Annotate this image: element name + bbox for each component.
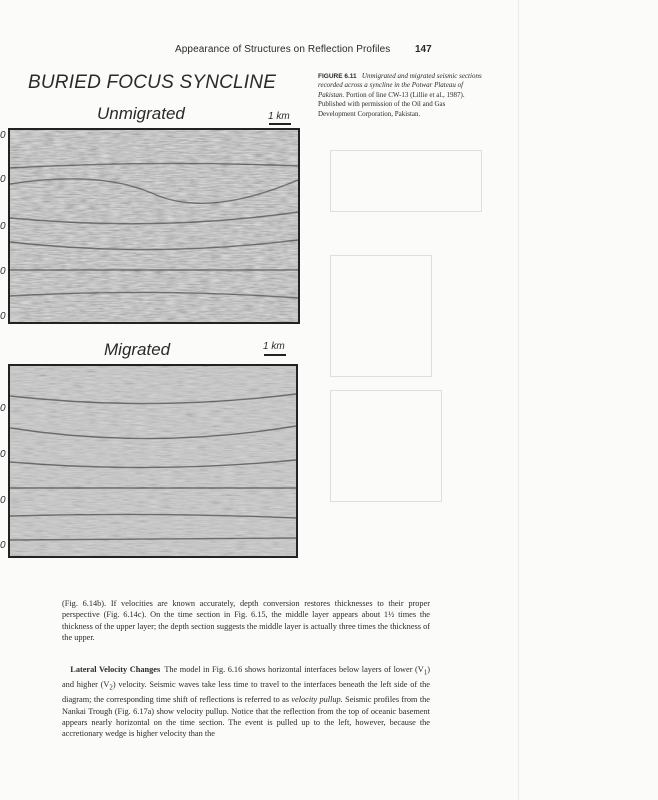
bleed-through-figure-3 [330,390,442,502]
bleed-through-figure-2 [330,255,432,377]
paragraph-2-part-a: The model in Fig. 6.16 shows horizontal interfaces below layers of lower (V [164,665,424,674]
migrated-tick-4: 0 [0,540,6,551]
section-heading: Lateral Velocity Changes [70,665,161,674]
unmigrated-label: Unmigrated [97,104,185,123]
migrated-seismic-section [8,364,298,558]
paragraph-2-part-c: ) velocity. Seismic waves take less time to travel to the interfaces beneath the left side of the diagram; the corresponding time shift of reflections is referred to as [62,680,430,705]
subscript-2: 2 [109,684,113,692]
caption-plain-text: Portion of line CW-13 (Lillie et al., 1987). Published with permission of the Oil and Gas Development Corporation, Pakistan. [318,90,465,118]
unmigrated-seismic-section [8,128,300,324]
migrated-scale-bar [264,354,286,356]
unmigrated-tick-3: 0 [0,221,6,232]
migrated-seismic-image [10,366,296,556]
paragraph-2-part-b: ) and higher (V [62,665,430,690]
caption-id: FIGURE 6.11 [318,73,357,80]
running-head: Appearance of Structures on Reflection Profiles [175,44,391,55]
paragraph-1: (Fig. 6.14b). If velocities are known accurately, depth conversion restores thicknesses to their proper perspective (Fig. 6.14c). On the time section in Fig. 6.15, the middle layer appears about 1½ times the thickness of the upper layer; the depth section suggests the middle layer is actually three times the thickness of the upper. [62,599,430,643]
bleed-through-figure-1 [330,150,482,212]
figure-caption [318,72,483,119]
unmigrated-tick-5: 0 [0,311,6,322]
unmigrated-seismic-image [10,130,298,322]
caption-italic-text: Unmigrated and migrated seismic sections recorded across a syncline in the Potwar Plateau of Pakistan. [318,72,482,99]
migrated-label: Migrated [104,340,171,359]
unmigrated-tick-1: 0 [0,130,6,141]
velocity-pullup-term: velocity pullup. [291,695,343,705]
figure-title: BURIED FOCUS SYNCLINE [28,72,277,93]
subscript-1: 1 [423,669,428,677]
migrated-tick-1: 0 [0,403,6,414]
unmigrated-tick-4: 0 [0,266,6,277]
unmigrated-scale-label: 1 km [268,111,290,122]
migrated-tick-3: 0 [0,495,6,506]
paragraph-2 [62,664,430,740]
unmigrated-tick-2: 0 [0,174,6,185]
paragraph-2-part-d: Seismic profiles from the Nankai Trough (Fig. 6.17a) show velocity pullup. Notice that the reflection from the top of oceanic basement appears nearly horizontal on the time section. The event is pulled up to the left, however, because the accretionary wedge is higher velocity than the [62,695,430,739]
page-edge-shadow [518,0,519,800]
page-number: 147 [415,44,432,55]
migrated-tick-2: 0 [0,449,6,460]
unmigrated-scale-bar [269,123,291,125]
migrated-scale-label: 1 km [263,341,285,352]
